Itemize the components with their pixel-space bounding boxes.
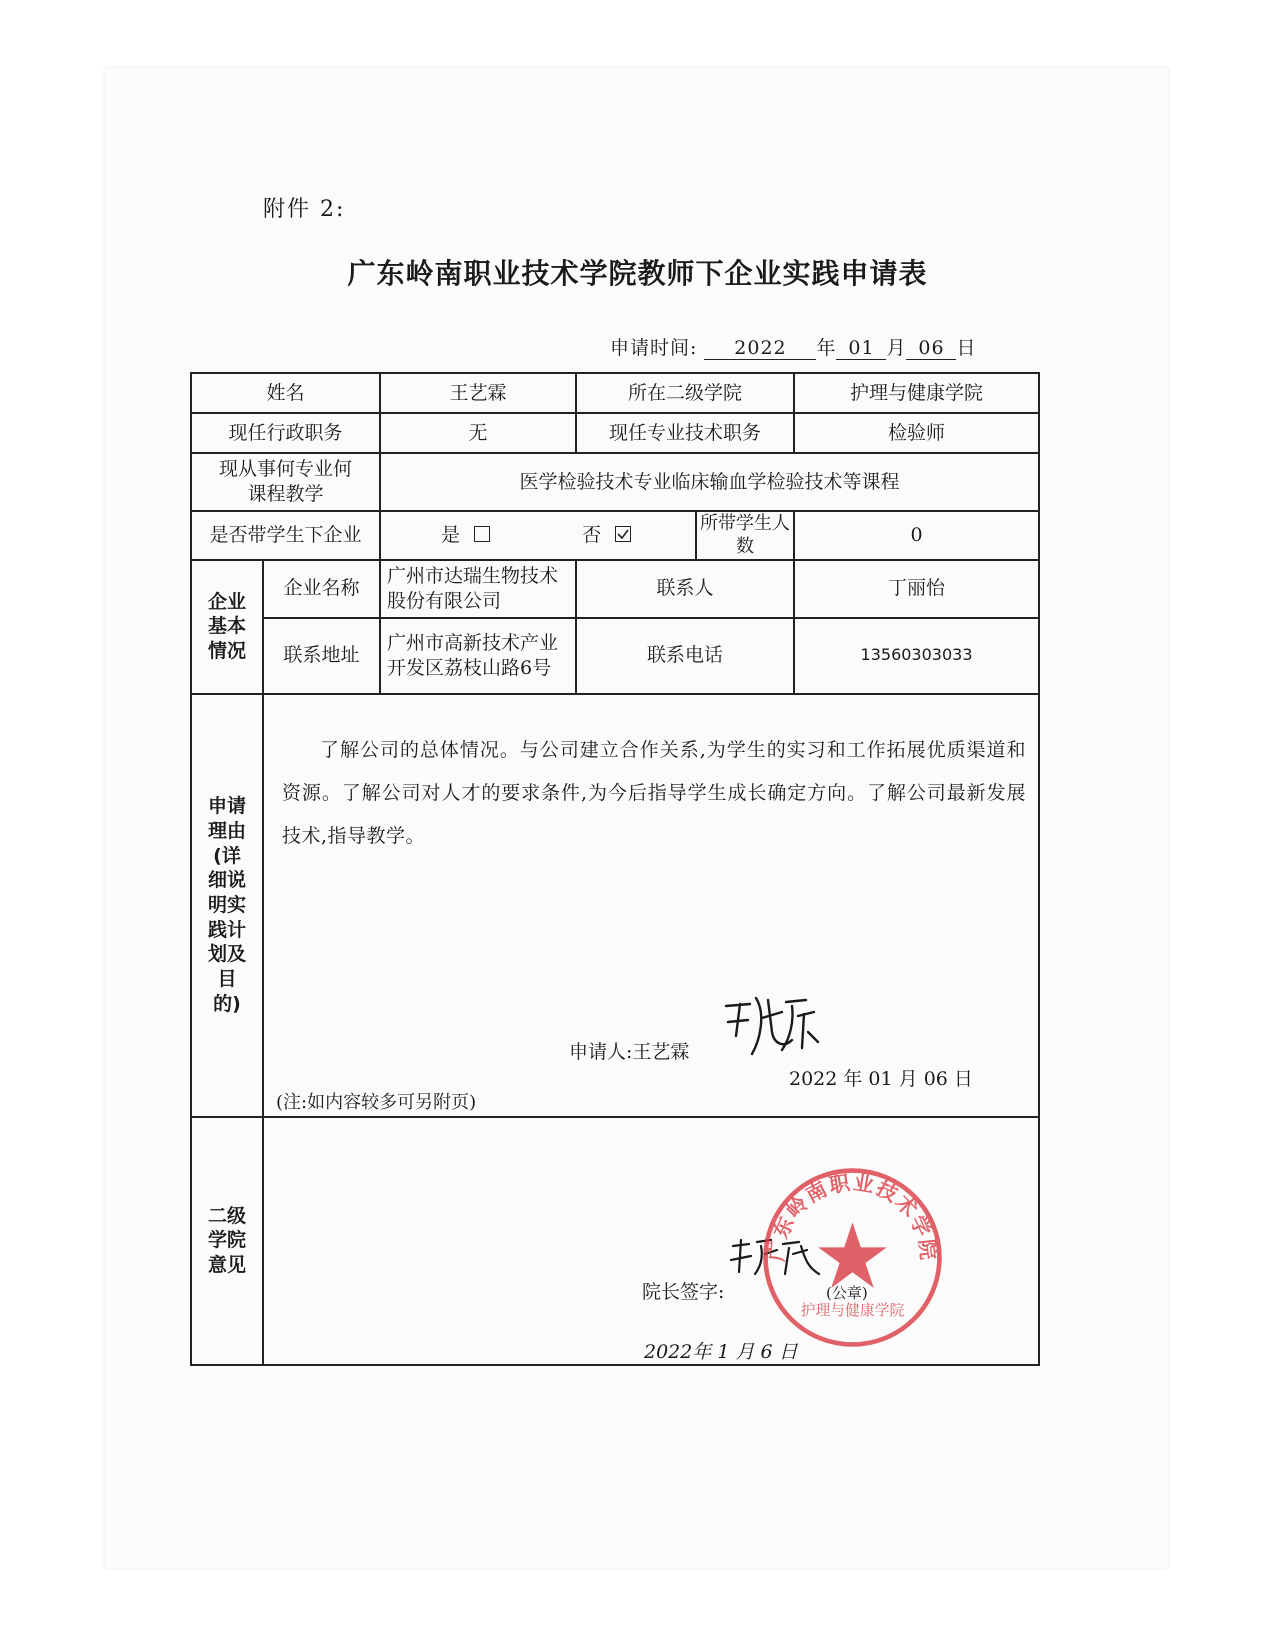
no-label: 否 <box>582 524 602 547</box>
reason-cell <box>263 694 1039 1117</box>
reason-label: 申请理由(详细说明实践计划及目的) <box>191 694 263 1117</box>
handwritten-date: 2022年 1 月 6 日 <box>644 1340 798 1363</box>
apply-day: 06 <box>906 337 956 360</box>
day-unit: 日 <box>956 337 977 359</box>
teaching-value: 医学检验技术专业临床输血学检验技术等课程 <box>380 453 1039 511</box>
teaching-label: 现从事何专业何课程教学 <box>191 453 380 511</box>
students-choice <box>380 511 696 560</box>
student-count-label: 所带学生人数 <box>696 511 794 560</box>
seal-arc-text: 广东岭南职业技术学院 <box>764 1170 941 1263</box>
apply-month: 01 <box>836 337 886 360</box>
name-value: 王艺霖 <box>380 373 576 413</box>
applicant-label: 申请人:王艺霖 <box>569 1040 690 1063</box>
form-title: 广东岭南职业技术学院教师下企业实践申请表 <box>347 257 928 290</box>
students-label: 是否带学生下企业 <box>191 511 380 560</box>
year-unit: 年 <box>816 337 837 359</box>
student-count-value: 0 <box>794 511 1039 560</box>
apply-year: 2022 <box>704 337 816 360</box>
phone-value: 13560303033 <box>794 618 1039 694</box>
yes-checkbox-icon[interactable] <box>474 526 490 542</box>
opinion-label: 二级学院意见 <box>191 1117 263 1365</box>
address-value: 广州市高新技术产业开发区荔枝山路6号 <box>380 618 576 694</box>
applicant-sign-date: 2022 年 01 月 06 日 <box>789 1067 973 1090</box>
apply-date-line <box>610 333 977 360</box>
admin-post-value: 无 <box>380 413 576 453</box>
dean-signature-label: 院长签字: <box>642 1280 725 1303</box>
tech-post-label: 现任专业技术职务 <box>576 413 794 453</box>
month-unit: 月 <box>886 337 907 359</box>
official-seal-stamp <box>760 1165 945 1350</box>
address-label: 联系地址 <box>263 618 380 694</box>
yes-label: 是 <box>441 524 461 547</box>
seal-note: (公章) <box>826 1283 868 1302</box>
apply-date-label: 申请时间: <box>610 337 698 359</box>
applicant-signature-image <box>722 992 822 1062</box>
seal-sub-text: 护理与健康学院 <box>800 1301 905 1319</box>
attachment-label: 附件 2: <box>263 197 346 222</box>
college-value: 护理与健康学院 <box>794 373 1039 413</box>
college-label: 所在二级学院 <box>576 373 794 413</box>
no-checked-icon[interactable] <box>615 526 631 542</box>
contact-value: 丁丽怡 <box>794 560 1039 618</box>
seal-star-icon <box>818 1222 886 1288</box>
contact-label: 联系人 <box>576 560 794 618</box>
name-label: 姓名 <box>191 373 380 413</box>
phone-label: 联系电话 <box>576 618 794 694</box>
enterprise-name-label: 企业名称 <box>263 560 380 618</box>
enterprise-section-label: 企业基本情况 <box>191 560 263 694</box>
tech-post-value: 检验师 <box>794 413 1039 453</box>
admin-post-label: 现任行政职务 <box>191 413 380 453</box>
content-note: (注:如内容较多可另附页) <box>276 1091 477 1113</box>
reason-text: 了解公司的总体情况。与公司建立合作关系,为学生的实习和工作拓展优质渠道和资源。了解公司对人才的要求条件,为今后指导学生成长确定方向。了解公司最新发展技术,指导教学。 <box>282 738 1027 847</box>
enterprise-name-value: 广州市达瑞生物技术股份有限公司 <box>380 560 576 618</box>
